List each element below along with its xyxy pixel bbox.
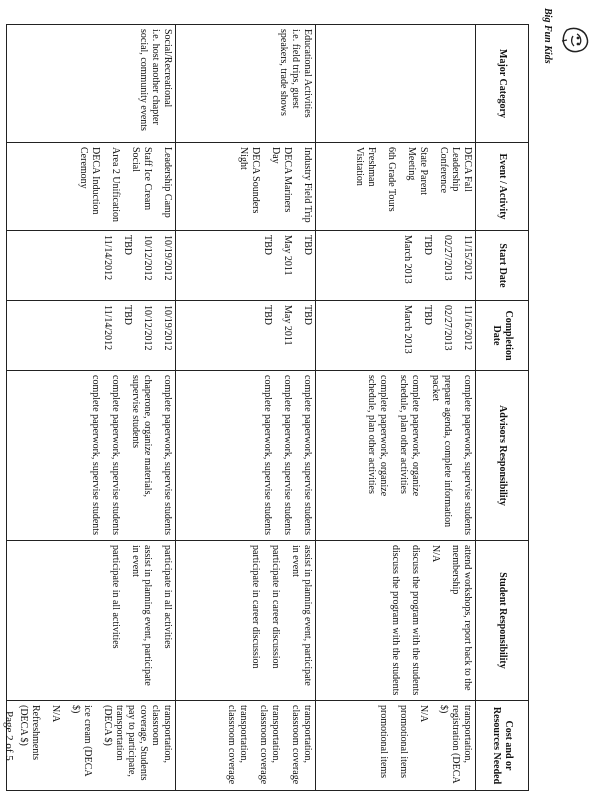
- advisors-cell: [316, 371, 476, 541]
- cell-entry: complete paperwork, supervise students: [302, 375, 313, 535]
- cell-entry: May 2011: [282, 305, 293, 346]
- table-row: [316, 25, 476, 791]
- cell-entry: TBD: [122, 235, 133, 255]
- cell-entry: complete paperwork, organize schedule, plan other activities: [398, 375, 421, 497]
- students-cell: [316, 541, 476, 701]
- lion-logo-icon: [555, 20, 595, 60]
- cell-entry: complete paperwork, supervise students: [462, 375, 473, 535]
- advisors-cell: [7, 371, 176, 541]
- cell-entry: transportation, classroom coverage, Students pay to participate, transportation (DECA $): [102, 705, 173, 781]
- category-cell: [316, 25, 476, 143]
- cell-entry: N/A: [50, 705, 61, 723]
- category-cell: Educational Activities i.e. field trips, guest speakers, trade shows: [176, 25, 316, 143]
- cell-entry: promotional items: [398, 705, 409, 779]
- cell-entry: discuss the program with the students: [410, 545, 421, 696]
- column-header: Advisors Responsibility: [476, 371, 529, 541]
- cell-entry: complete paperwork, supervise students: [262, 375, 273, 535]
- cell-entry: 10/19/2012: [162, 305, 173, 351]
- cell-entry: attend workshops, report back to the membership: [450, 545, 473, 691]
- cell-entry: Area 2 Unification: [110, 147, 121, 222]
- students-cell: [7, 541, 176, 701]
- cell-entry: 02/27/2013: [442, 305, 453, 351]
- cell-entry: complete paperwork, organize schedule, plan other activities: [366, 375, 389, 497]
- cell-entry: chaperone, organize materials, supervise students: [130, 375, 153, 497]
- costs-cell: [316, 701, 476, 791]
- cell-entry: 6th Grade Tours: [386, 147, 397, 212]
- cell-entry: N/A: [430, 545, 441, 563]
- cell-entry: 11/16/2012: [462, 305, 473, 351]
- cell-entry: promotional items: [378, 705, 389, 779]
- page-number: Page 2 of 5: [3, 711, 15, 761]
- cell-entry: TBD: [302, 305, 313, 325]
- cell-entry: 11/14/2012: [102, 305, 113, 351]
- start-date-cell: [7, 231, 176, 301]
- activity-cell: [316, 143, 476, 231]
- table-row: [176, 25, 316, 791]
- cell-entry: transportation, registration (DECA $): [438, 705, 473, 784]
- cell-entry: N/A: [418, 705, 429, 723]
- cell-entry: TBD: [262, 305, 273, 325]
- start-date-cell: [176, 231, 316, 301]
- advisors-cell: [176, 371, 316, 541]
- completion-date-cell: [316, 301, 476, 371]
- cell-entry: DECA Mariners Day: [270, 147, 293, 213]
- logo-text: Big Fun Kids: [542, 8, 553, 64]
- cell-entry: 10/19/2012: [162, 235, 173, 281]
- column-header: Major Category: [476, 25, 529, 143]
- cell-entry: DECA Induction Ceremony: [78, 147, 101, 215]
- cell-entry: participate in career discussion: [250, 545, 261, 669]
- cell-entry: complete paperwork, supervise students: [282, 375, 293, 535]
- completion-date-cell: [7, 301, 176, 371]
- cell-entry: TBD: [422, 235, 433, 255]
- cell-entry: Staff Ice Cream Social: [130, 147, 153, 211]
- column-header: Start Date: [476, 231, 529, 301]
- cell-entry: DECA Fall Leadership Conference: [438, 147, 473, 194]
- start-date-cell: [316, 231, 476, 301]
- cell-entry: TBD: [422, 305, 433, 325]
- table-header-row: [476, 25, 529, 791]
- table-row: [7, 25, 176, 791]
- cell-entry: May 2011: [282, 235, 293, 276]
- cell-entry: 10/12/2012: [142, 235, 153, 281]
- activity-cell: [176, 143, 316, 231]
- cell-entry: Industry Field Trip: [302, 147, 313, 223]
- table-body: [7, 25, 476, 791]
- cell-entry: discuss the program with the students: [390, 545, 401, 696]
- cell-entry: State Parent Meeting: [406, 147, 429, 196]
- cell-entry: TBD: [262, 235, 273, 255]
- cell-entry: ice cream (DECA $): [70, 705, 93, 777]
- cell-entry: assist in planning event, participate in event: [290, 545, 313, 686]
- cell-entry: DECA Sounders Night: [238, 147, 261, 214]
- cell-entry: Leadership Camp: [162, 147, 173, 218]
- cell-entry: 10/12/2012: [142, 305, 153, 351]
- cell-entry: Freshman Visitation: [354, 147, 377, 187]
- cell-entry: Refreshments (DECA $): [18, 705, 41, 760]
- cell-entry: assist in planning event, participate in event: [130, 545, 153, 686]
- cell-entry: TBD: [122, 305, 133, 325]
- column-header: Completion Date: [476, 301, 529, 371]
- cell-entry: participate in all activities: [162, 545, 173, 649]
- cell-entry: transportation, classroom coverage: [258, 705, 281, 785]
- cell-entry: complete paperwork, supervise students: [162, 375, 173, 535]
- cell-entry: March 2013: [402, 235, 413, 284]
- students-cell: [176, 541, 316, 701]
- column-header: Event / Activity: [476, 143, 529, 231]
- activity-cell: [7, 143, 176, 231]
- column-header: Student Responsibility: [476, 541, 529, 701]
- cell-entry: transportation, classroom coverage: [226, 705, 249, 785]
- cell-entry: March 2013: [402, 305, 413, 354]
- cell-entry: participate in all activities: [110, 545, 121, 649]
- cell-entry: 02/27/2013: [442, 235, 453, 281]
- costs-cell: [176, 701, 316, 791]
- cell-entry: participate in career discussion: [270, 545, 281, 669]
- costs-cell: [7, 701, 176, 791]
- cell-entry: TBD: [302, 235, 313, 255]
- cell-entry: complete paperwork, supervise students: [90, 375, 101, 535]
- completion-date-cell: [176, 301, 316, 371]
- cell-entry: complete paperwork, supervise students: [110, 375, 121, 535]
- cell-entry: transportation, classroom coverage: [290, 705, 313, 785]
- activity-plan-table: [6, 24, 529, 791]
- cell-entry: prepare agenda, complete information packet: [430, 375, 453, 528]
- category-cell: Social/Recreational i.e. host another chapter social, community events: [7, 25, 176, 143]
- cell-entry: 11/15/2012: [462, 235, 473, 281]
- cell-entry: 11/14/2012: [102, 235, 113, 281]
- column-header: Cost and or Resources Needed: [476, 701, 529, 791]
